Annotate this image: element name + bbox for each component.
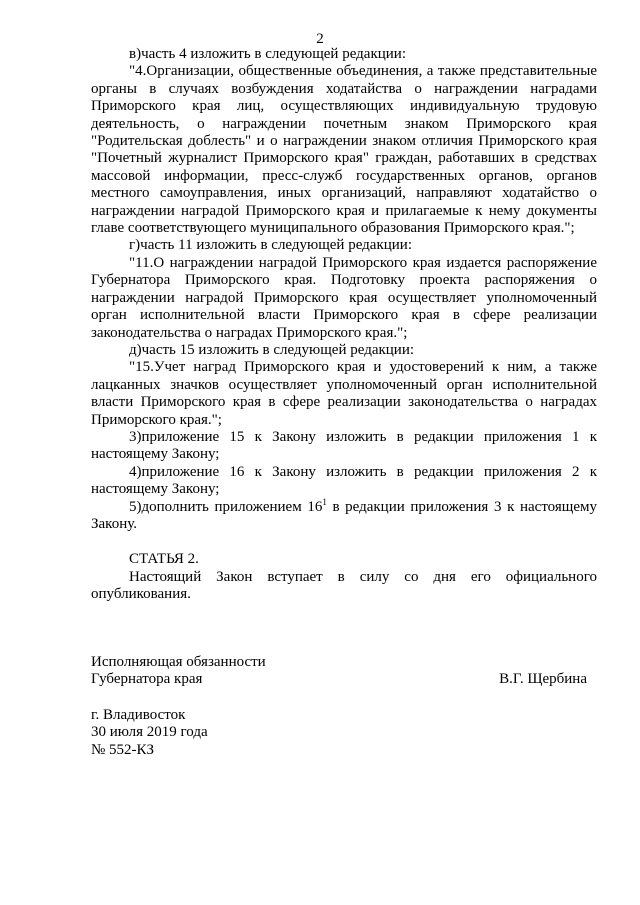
- paragraph-item-d: д)часть 15 изложить в следующей редакции:: [129, 341, 415, 358]
- law-number: № 552-КЗ: [91, 741, 155, 758]
- paragraph-item-4: 4)приложение 16 к Закону изложить в редакции приложения 2 к настоящему Закону;: [91, 463, 597, 498]
- paragraph-item-v: в)часть 4 изложить в следующей редакции:: [129, 46, 406, 62]
- paragraph-part-4-text: "4.Организации, общественные объединения, а также представительные органы в случаях возбуждения ходатайства о награждении наградами Приморского края лиц, осуществляющих индивидуальную трудовую деятельность, о награждении почетным знаком Приморского края "Родительская доблесть" и о награждении знаком отличия Приморского края "Почетный журналист Приморского края" граждан, работавших в средствах массовой информации, пресс-служб государственных органов, органов местного самоуправления, иных организаций, направляют ходатайство о награждении наградой Приморского края и прилагаемые к нему документы главе соответствующего муниципального образования Приморского края.";: [91, 63, 597, 237]
- article-heading: СТАТЬЯ 2.: [129, 551, 199, 568]
- page-number: 2: [316, 31, 324, 47]
- paragraph-item-g: г)часть 11 изложить в следующей редакции:: [129, 237, 412, 254]
- signature-title-line1: Исполняющая обязанности: [91, 654, 266, 670]
- city: г. Владивосток: [91, 707, 186, 723]
- paragraph-item-5: [91, 496, 597, 534]
- paragraph-item-5-start: 5)дополнить приложением 16: [129, 498, 323, 515]
- superscript: 1: [322, 496, 327, 507]
- paragraph-part-15-text: "15.Учет наград Приморского края и удостоверений к ним, а также лацканных значков осуществляет уполномоченный орган исполнительной власти Приморского края в сфере реализации законодательства о наградах Приморского края.";: [91, 359, 597, 428]
- signature-title-line2: Губернатора края: [91, 671, 203, 688]
- signature-block: [91, 654, 587, 689]
- place-date-block: [91, 707, 208, 759]
- paragraph-part-11-text: "11.О награждении наградой Приморского края издается распоряжение Губернатора Приморского края. Подготовку проекта распоряжения о награждении наградой Приморского края осуществляет уполномоченный орган исполнительной власти Приморского края в сфере реализации законодательства о наградах Приморского края.";: [91, 254, 597, 341]
- date: 30 июля 2019 года: [91, 724, 208, 741]
- paragraph-item-5-end: в редакции приложения 3 к настоящему Закону.: [91, 498, 597, 532]
- document-body: [91, 46, 597, 604]
- paragraph-item-3: 3)приложение 15 к Закону изложить в редакции приложения 1 к настоящему Закону;: [91, 428, 597, 463]
- article-text: Настоящий Закон вступает в силу со дня его официального опубликования.: [91, 568, 597, 603]
- signatory-name: В.Г. Щербина: [499, 671, 587, 688]
- signature-row: [91, 671, 587, 688]
- spacer: [91, 533, 597, 551]
